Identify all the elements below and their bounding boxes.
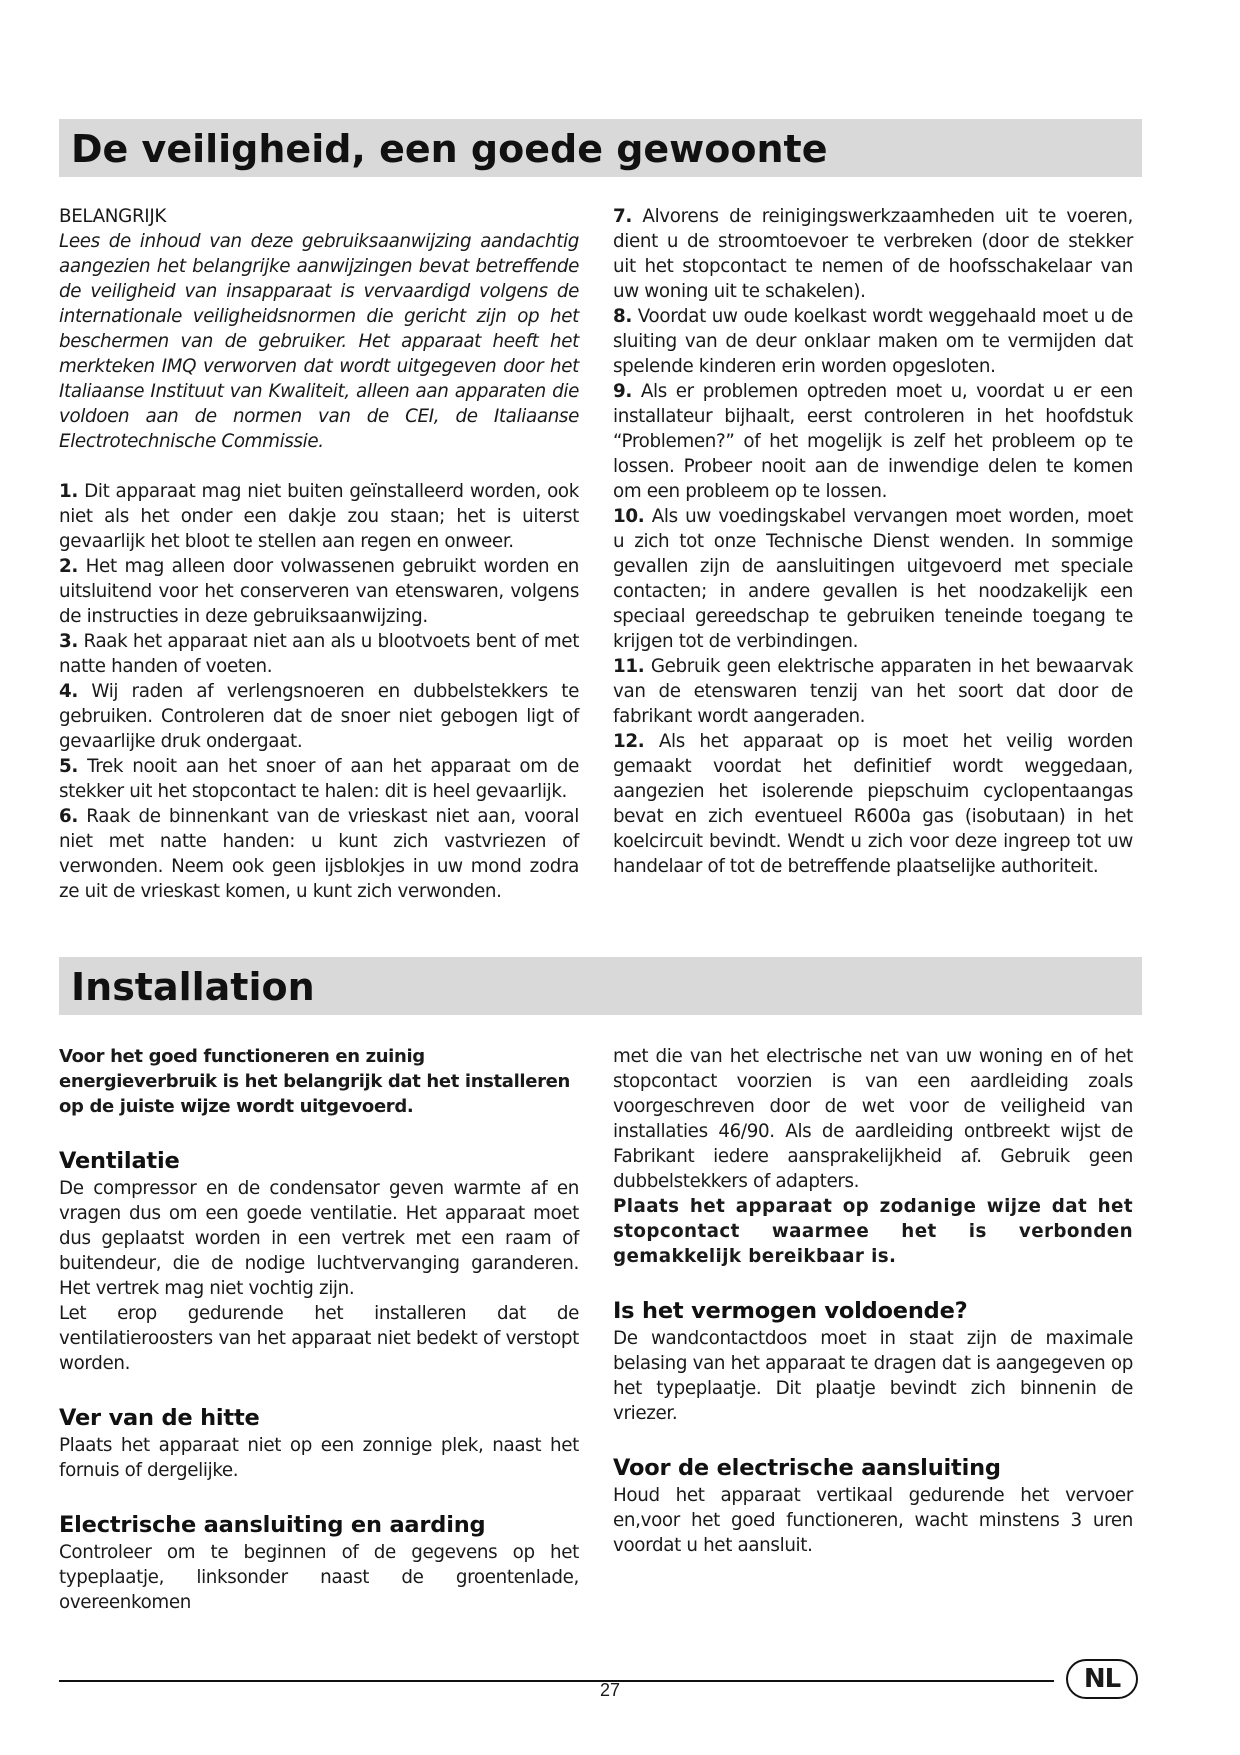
- ventilatie-paragraph: Let erop gedurende het installeren dat de ventilatieroosters van het apparaat niet bedekt of verstopt worden.: [59, 1303, 579, 1374]
- safety-item: 3. Raak het apparaat niet aan als u blootvoets bent of met natte handen of voeten.: [59, 631, 580, 677]
- language-badge: NL: [1066, 1659, 1138, 1699]
- section-title-installation: Installation: [71, 965, 315, 1009]
- safety-item: 1. Dit apparaat mag niet buiten geïnstalleerd worden, ook niet als het onder een dakje zou staan; het is uiterst gevaarlijk het bloot te stellen aan regen en onweer.: [59, 481, 579, 552]
- section-header-safety: [59, 119, 1142, 177]
- hitte-paragraph: Plaats het apparaat niet op een zonnige plek, naast het fornuis of dergelijke.: [59, 1435, 579, 1481]
- heading-ventilatie: Ventilatie: [59, 1148, 180, 1174]
- safety-item: 12. Als het apparaat op is moet het veilig worden gemaakt voordat het definitief wordt weggedaan, aangezien het isolerende piepschuim cyclopentaangas bevat en zich eventueel R600a gas (isobutaan) in het koelcircuit bevindt. Wendt u zich voor deze ingreep tot uw handelaar of tot de betreffende plaatselijke authoriteit.: [613, 731, 1133, 877]
- safety-item: 2. Het mag alleen door volwassenen gebruikt worden en uitsluitend voor het conserveren van etenswaren, volgens de instructies in deze gebruiksaanwijzing.: [59, 556, 579, 627]
- section-header-installation: [59, 957, 1142, 1015]
- safety-item: 4. Wij raden af verlengsnoeren en dubbelstekkers te gebruiken. Controleren dat de snoer niet gebogen ligt of gevaarlijke druk ondergaat.: [59, 681, 579, 752]
- installation-intro: Voor het goed functioneren en zuinig energieverbruik is het belangrijk dat het installeren op de juiste wijze wordt uitgevoerd.: [59, 1046, 570, 1117]
- footer-rule: [59, 1680, 1054, 1682]
- installation-left-column: [59, 1044, 579, 1615]
- safety-item: 5. Trek nooit aan het snoer of aan het apparaat om de stekker uit het stopcontact te halen: dit is heel gevaarlijk.: [59, 756, 579, 802]
- aarding-bold-paragraph: Plaats het apparaat op zodanige wijze dat het stopcontact waarmee het is verbonden gemakkelijk bereikbaar is.: [613, 1196, 1133, 1267]
- safety-right-column: [613, 204, 1133, 879]
- heading-vermogen: Is het vermogen voldoende?: [613, 1298, 968, 1324]
- safety-left-column: [59, 204, 579, 904]
- safety-item: 6. Raak de binnenkant van de vrieskast niet aan, vooral niet met natte handen: u kunt zich vastvriezen of verwonden. Neem ook geen ijsblokjes in uw mond zodra ze uit de vrieskast komen, u kunt zich verwonden.: [59, 806, 579, 902]
- safety-item: 8. Voordat uw oude koelkast wordt weggehaald moet u de sluiting van de deur onklaar maken om te vermijden dat spelende kinderen erin worden opgesloten.: [613, 306, 1133, 377]
- aarding-paragraph-continued: met die van het electrische net van uw woning en of het stopcontact voorzien is van een aardleiding zoals voorgeschreven door de wet voor de veiligheid van installaties 46/90. Als de aardleiding ontbreekt wijst de Fabrikant iedere aansprakelijkheid af. Gebruik geen dubbelstekkers of adapters.: [613, 1046, 1133, 1192]
- safety-item: 11. Gebruik geen elektrische apparaten in het bewaarvak van de etenswaren tenzij van het soort dat door de fabrikant wordt aangeraden.: [613, 656, 1133, 727]
- ventilatie-paragraph: De compressor en de condensator geven warmte af en vragen dus om een goede ventilatie. Het apparaat moet dus geplaatst worden in een vertrek met een raam of buitendeur, die de nodige luchtvervanging garanderen. Het vertrek mag niet vochtig zijn.: [59, 1178, 579, 1299]
- aarding-paragraph: Controleer om te beginnen of de gegevens op het typeplaatje, linksonder naast de groentenlade, overeenkomen: [59, 1542, 579, 1613]
- page-number: 27: [599, 1680, 621, 1700]
- important-label: BELANGRIJK: [59, 206, 167, 227]
- heading-aansluiting: Voor de electrische aansluiting: [613, 1455, 1001, 1481]
- safety-item: 7. Alvorens de reinigingswerkzaamheden uit te voeren, dient u de stroomtoevoer te verbreken (door de stekker uit het stopcontact te nemen of de hoofsschakelaar van uw woning uit te schakelen).: [613, 206, 1133, 302]
- heading-hitte: Ver van de hitte: [59, 1405, 260, 1431]
- installation-right-column: [613, 1044, 1133, 1558]
- safety-item: 10. Als uw voedingskabel vervangen moet worden, moet u zich tot onze Technische Dienst wenden. In sommige gevallen zijn de aansluitingen uitgevoerd met speciale contacten; in andere gevallen is het noodzakelijk een speciaal gereedschap te gebruiken teneinde toegang te krijgen tot de verbindingen.: [613, 506, 1133, 652]
- safety-item: 9. Als er problemen optreden moet u, voordat u er een installateur bijhaalt, eerst controleren in het hoofdstuk “Problemen?” of het mogelijk is zelf het probleem op te lossen. Probeer nooit aan de inwendige delen te komen om een probleem op te lossen.: [613, 381, 1133, 502]
- heading-aarding: Electrische aansluiting en aarding: [59, 1512, 486, 1538]
- section-title-safety: De veiligheid, een goede gewoonte: [71, 127, 828, 171]
- safety-intro: Lees de inhoud van deze gebruiksaanwijzing aandachtig aangezien het belangrijke aanwijzingen bevat betreffende de veiligheid van insapparaat is vervaardigd volgens de internationale veiligheidsnormen die gericht zijn op het beschermen van de gebruiker. Het apparaat heeft het merkteken IMQ verworven dat wordt uitgegeven door het Italiaanse Instituut van Kwaliteit, alleen aan apparaten die voldoen aan de normen van de CEI, de Italiaanse Electrotechnische Commissie.: [59, 231, 579, 452]
- vermogen-paragraph: De wandcontactdoos moet in staat zijn de maximale belasing van het apparaat te dragen dat is aangegeven op het typeplaatje. Dit plaatje bevindt zich binnenin de vriezer.: [613, 1328, 1133, 1424]
- aansluiting-paragraph: Houd het apparaat vertikaal gedurende het vervoer en,voor het goed functioneren, wacht minstens 3 uren voordat u het aansluit.: [613, 1485, 1133, 1556]
